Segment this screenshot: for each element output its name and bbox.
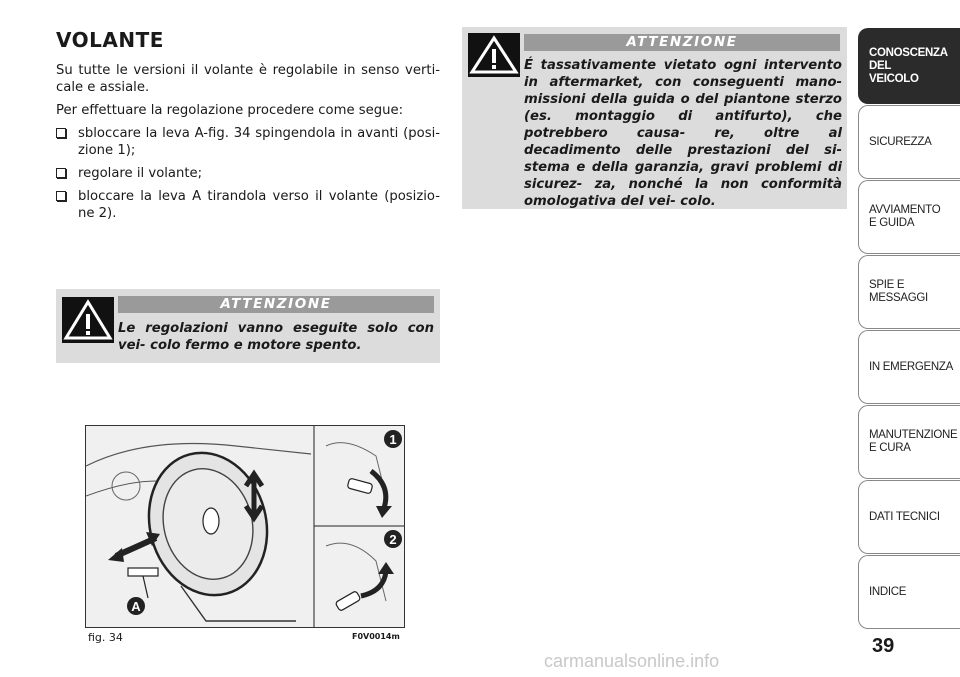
warning-label: ATTENZIONE — [118, 296, 434, 313]
warning-triangle-icon — [62, 297, 114, 343]
step-text: regolare il volante; — [78, 166, 203, 181]
figure-caption: fig. 34 — [88, 631, 123, 644]
list-item — [56, 188, 440, 222]
tab-manutenzione-e-cura[interactable] — [858, 405, 960, 479]
checkbox-bullet-icon — [56, 191, 66, 201]
marker-1-label: 1 — [389, 432, 397, 447]
intro-paragraph: Su tutte le versioni il volante è regolabile in senso verti- cale e assiale. — [56, 63, 440, 95]
tab-label-line: AVVIAMENTO — [869, 204, 941, 216]
tab-sicurezza[interactable] — [858, 105, 960, 179]
tab-label-line: SPIE E — [869, 279, 905, 291]
tab-label-line: MESSAGGI — [869, 292, 928, 304]
figure-code: F0V0014m — [352, 632, 400, 641]
section-body — [56, 62, 440, 228]
tab-label-line: E CURA — [869, 442, 911, 454]
tab-label-line: CONOSCENZA — [869, 46, 948, 59]
warning-text — [466, 57, 842, 210]
tab-label-line: MANUTENZIONE — [869, 429, 958, 441]
tab-label-line: DATI TECNICI — [869, 510, 940, 523]
marker-a-label: A — [131, 599, 141, 614]
checkbox-bullet-icon — [56, 168, 66, 178]
tab-label-line: VEICOLO — [869, 72, 919, 85]
tab-indice[interactable] — [858, 555, 960, 629]
tab-in-emergenza[interactable] — [858, 330, 960, 404]
warning-box-right — [462, 27, 847, 209]
steps-list — [56, 125, 440, 222]
marker-2-label: 2 — [389, 532, 397, 547]
warning-box-left — [56, 289, 440, 363]
watermark: carmanualsonline.info — [544, 651, 720, 671]
warning-label: ATTENZIONE — [524, 34, 840, 51]
tab-label-line: INDICE — [869, 585, 907, 598]
list-item — [56, 125, 440, 159]
tab-spie-e-messaggi[interactable] — [858, 255, 960, 329]
chapter-tabs — [858, 28, 960, 630]
steering-wheel-figure — [85, 425, 405, 628]
warning-text: Le regolazioni vanno eseguite solo con vei- colo fermo e motore spento. — [118, 321, 434, 353]
step-text: bloccare la leva A tirandola verso il volante (posizio- ne 2). — [78, 189, 440, 221]
tab-label-line: E GUIDA — [869, 217, 915, 229]
tab-avviamento-e-guida[interactable] — [858, 180, 960, 254]
tab-label-line: IN EMERGENZA — [869, 360, 953, 373]
checkbox-bullet-icon — [56, 128, 66, 138]
steering-illustration — [86, 426, 405, 628]
tab-label-line: SICUREZZA — [869, 135, 932, 148]
procedure-lead: Per effettuare la regolazione procedere come segue: — [56, 103, 404, 118]
step-text: sbloccare la leva A-fig. 34 spingendola in avanti (posi- zione 1); — [78, 126, 440, 158]
list-item — [56, 165, 440, 182]
warning-text-body: É tassativamente vietato ogni intervento in aftermarket, con conseguenti mano- missioni della guida o del piantone sterzo (es. montaggio di antifurto), che potrebbero causa- re, oltre al decadimento delle prestazioni del si- stema e della garanzia, gravi problemi di sicurez- za, nonché la non conformità omologativa del vei- colo. — [524, 58, 842, 209]
page-number: 39 — [872, 635, 895, 657]
section-title: VOLANTE — [56, 28, 164, 52]
tab-conoscenza-del-veicolo[interactable] — [858, 28, 960, 104]
tab-label-line: DEL — [869, 59, 892, 72]
tab-dati-tecnici[interactable] — [858, 480, 960, 554]
